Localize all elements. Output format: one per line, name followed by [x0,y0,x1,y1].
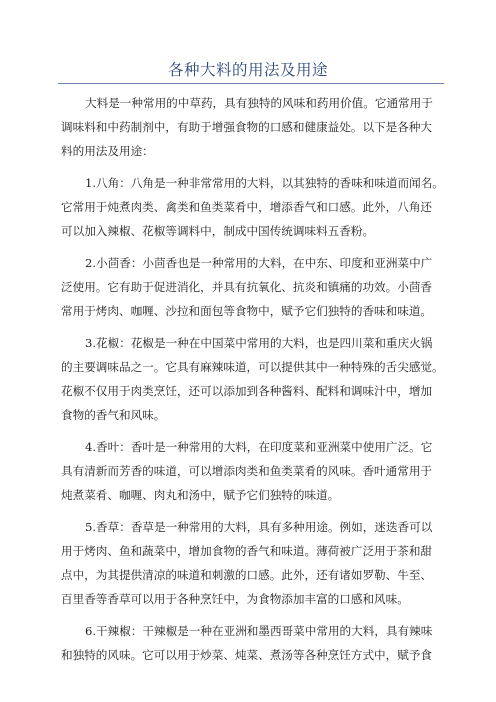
paragraph-line: 4.香叶：香叶是一种常用的大料，在印度菜和亚洲菜中使用广泛。它 [85,440,433,454]
document-title: 各种大料的用法及用途 [167,61,328,79]
paragraph-line: 大料是一种常用的中草药，具有独特的风味和药用价值。它通常用于 [85,96,433,110]
paragraph-line: 具有清新而芳香的味道，可以增添肉类和鱼类菜肴的风味。香叶通常用于 [61,464,433,478]
paragraph-line: 用于烤肉、鱼和蔬菜中，增加食物的香气和味道。薄荷被广泛用于茶和甜 [61,544,433,558]
paragraph-line: 它常用于炖煮肉类、禽类和鱼类菜肴中，增添香气和口感。此外，八角还 [61,200,433,214]
paragraph-line: 炖煮菜肴、咖喱、肉丸和汤中，赋予它们独特的味道。 [61,488,340,502]
paragraph-line: 6.干辣椒：干辣椒是一种在亚洲和墨西哥菜中常用的大料，具有辣味 [85,624,433,638]
paragraph-line: 点中，为其提供清凉的味道和刺激的口感。此外，还有诸如罗勒、牛至、 [61,568,433,582]
paragraph-line: 料的用法及用途： [61,144,154,158]
paragraph-line: 和独特的风味。它可以用于炒菜、炖菜、煮汤等各种烹饪方式中，赋予食 [61,648,433,662]
paragraph-line: 1.八角：八角是一种非常常用的大料，以其独特的香味和味道而闻名。 [85,176,444,190]
paragraph-line: 3.花椒：花椒是一种在中国菜中常用的大料，也是四川菜和重庆火锅 [85,336,433,350]
paragraph-line: 5.香草：香草是一种常用的大料，具有多种用途。例如，迷迭香可以 [85,520,433,534]
paragraph-line: 食物的香气和风味。 [61,408,166,422]
paragraph-line: 调味料和中药制剂中，有助于增强食物的口感和健康益处。以下是各种大 [61,120,433,134]
title-divider [58,83,444,84]
paragraph-line: 常用于烤肉、咖喱、沙拉和面包等食物中，赋予它们独特的香味和味道。 [61,304,433,318]
paragraph-line: 泛使用。它有助于促进消化，并具有抗氧化、抗炎和镇痛的功效。小茴香 [61,280,433,294]
paragraph-line: 花椒不仅用于肉类烹饪，还可以添加到各种酱料、配料和调味汁中，增加 [61,384,433,398]
paragraph-line: 百里香等香草可以用于各种烹饪中，为食物添加丰富的口感和风味。 [61,592,409,606]
paragraph-line: 可以加入辣椒、花椒等调料中，制成中国传统调味料五香粉。 [61,224,375,238]
paragraph-line: 2.小茴香：小茴香也是一种常用的大料，在中东、印度和亚洲菜中广 [85,256,433,270]
paragraph-line: 的主要调味品之一。它具有麻辣味道，可以提供其中一种特殊的舌尖感觉。 [61,360,444,374]
